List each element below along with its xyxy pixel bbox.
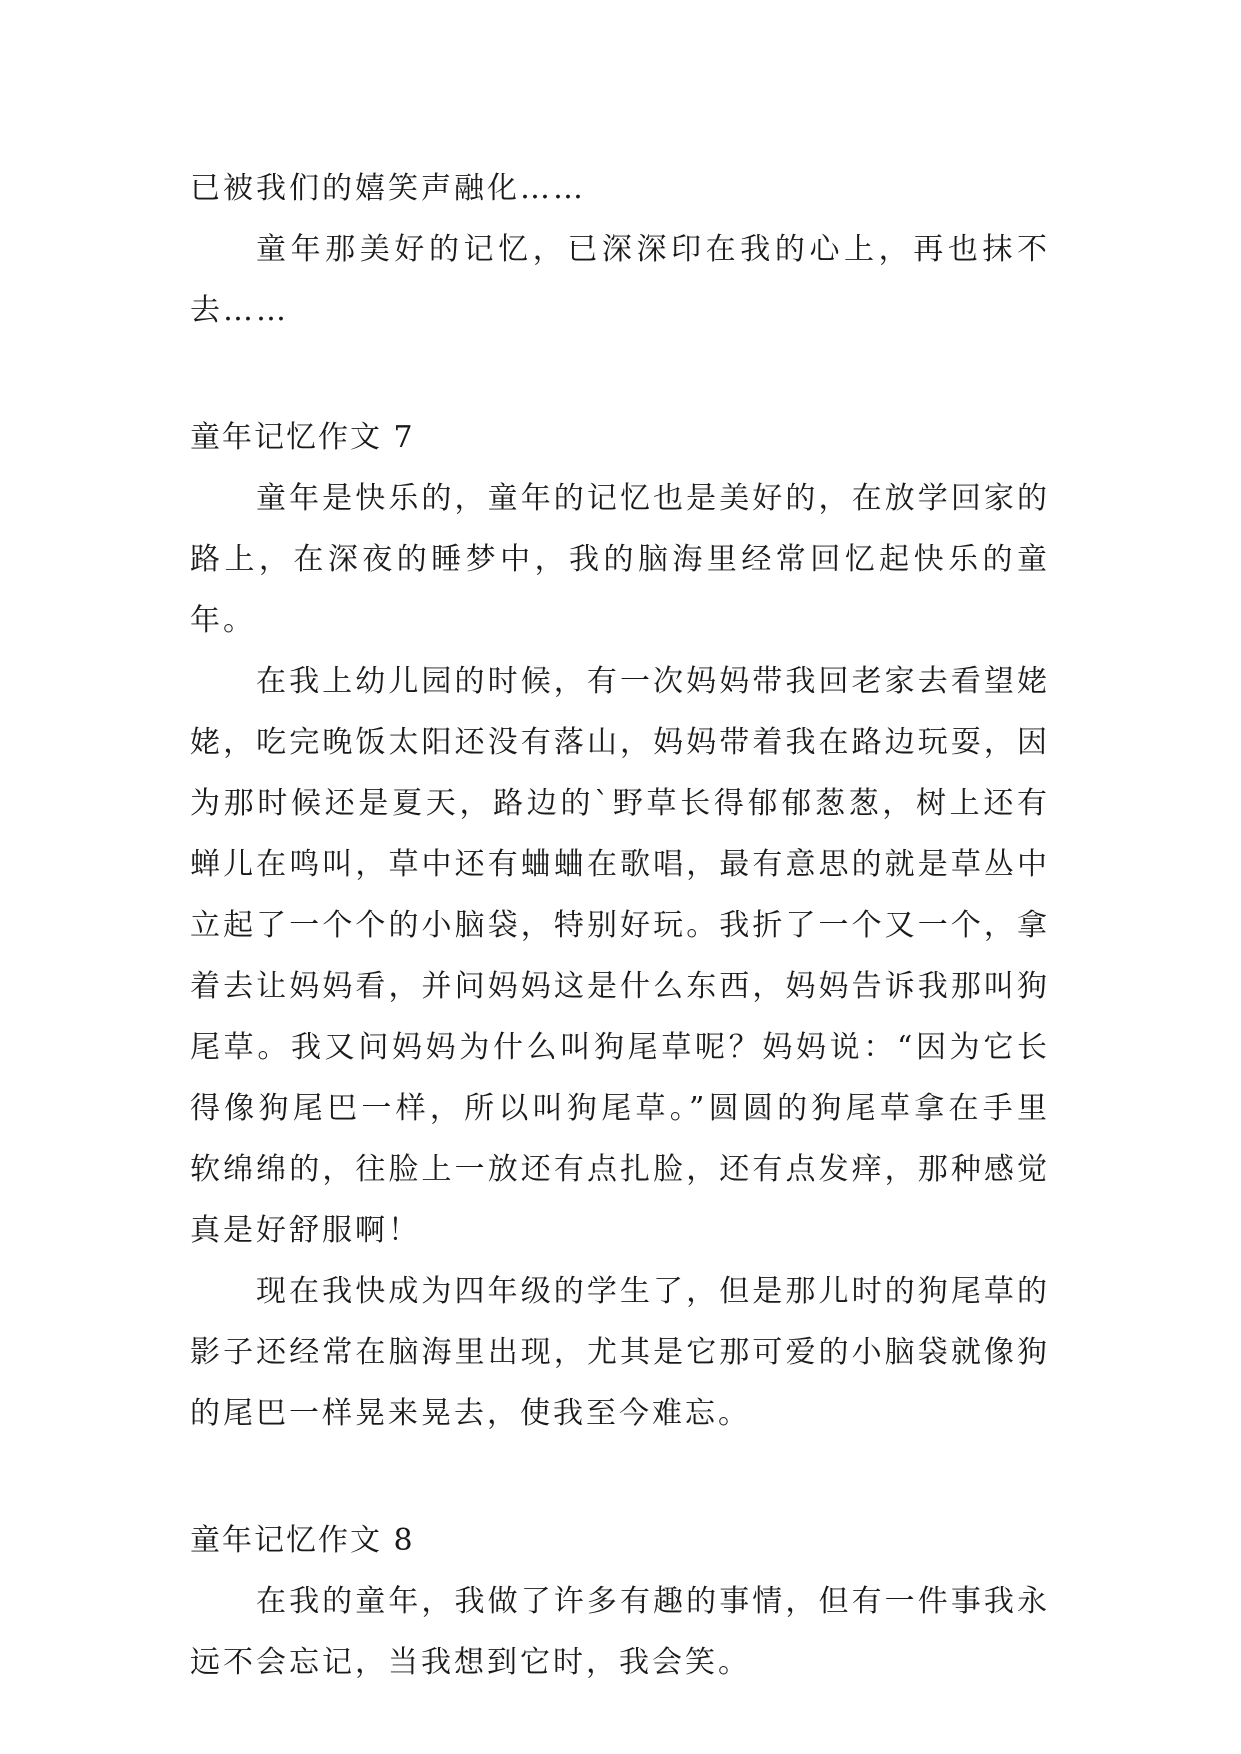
essay-heading-7: 童年记忆作文 7 <box>190 420 415 455</box>
essay-heading-8: 童年记忆作文 8 <box>190 1523 415 1558</box>
paragraph-essay7-story: 在我上幼儿园的时候，有一次妈妈带我回老家去看望姥姥，吃完晚饭太阳还没有落山，妈妈带着我在路边玩耍，因为那时候还是夏天，路边的`野草长得郁郁葱葱，树上还有蝉儿在鸣叫，草中还有蛐蛐在歌唱，最有意思的就是草丛中立起了一个个的小脑袋，特别好玩。我折了一个又一个，拿着去让妈妈看，并问妈妈这是什么东西，妈妈告诉我那叫狗尾草。我又问妈妈为什么叫狗尾草呢？妈妈说：“因为它长得像狗尾巴一样，所以叫狗尾草。”圆圆的狗尾草拿在手里软绵绵的，往脸上一放还有点扎脸，还有点发痒，那种感觉真是好舒服啊！ <box>190 664 1050 1248</box>
paragraph-essay7-intro: 童年是快乐的，童年的记忆也是美好的，在放学回家的路上，在深夜的睡梦中，我的脑海里经常回忆起快乐的童年。 <box>190 481 1050 638</box>
paragraph-continuation: 已被我们的嬉笑声融化…… <box>190 171 586 206</box>
paragraph-essay8-intro: 在我的童年，我做了许多有趣的事情，但有一件事我永远不会忘记，当我想到它时，我会笑。 <box>190 1584 1050 1680</box>
paragraph-essay7-conclusion: 现在我快成为四年级的学生了，但是那儿时的狗尾草的影子还经常在脑海里出现，尤其是它那可爱的小脑袋就像狗的尾巴一样晃来晃去，使我至今难忘。 <box>190 1274 1050 1431</box>
document-body <box>190 158 1050 1693</box>
paragraph-closing-memory: 童年那美好的记忆，已深深印在我的心上，再也抹不去…… <box>190 232 1050 328</box>
